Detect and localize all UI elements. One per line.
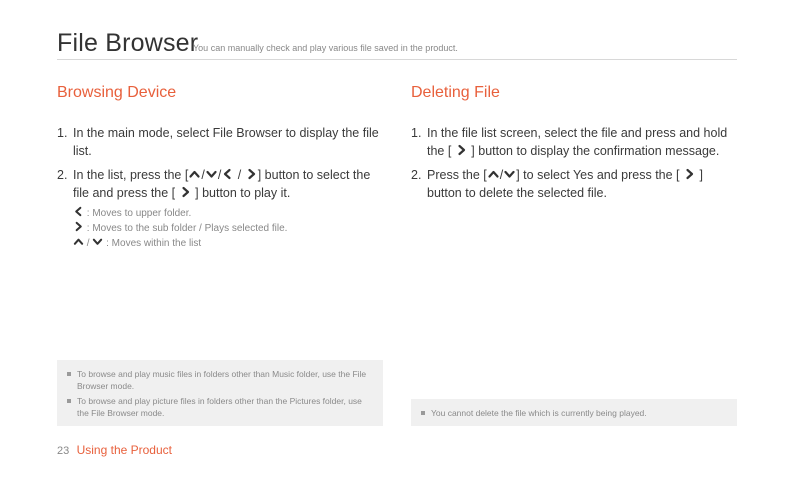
note-text: To browse and play picture files in folders other than the Pictures folder, use the File Browser mode. xyxy=(77,396,362,418)
browsing-device-section xyxy=(57,84,387,253)
chevron-right-icon xyxy=(455,144,468,156)
chevron-right-icon xyxy=(179,186,192,198)
note-item xyxy=(411,407,737,419)
separator: / xyxy=(234,168,245,182)
deleting-file-section xyxy=(411,84,741,208)
note-text: You cannot delete the file which is currently being played. xyxy=(431,408,647,418)
browsing-step-2 xyxy=(57,166,387,202)
chevron-up-icon xyxy=(487,168,500,180)
note-bullet-icon xyxy=(67,372,71,376)
sub-item-text: : Moves within the list xyxy=(106,238,202,249)
note-item xyxy=(57,395,383,419)
note-bullet-icon xyxy=(421,411,425,415)
step-text-pre: In the file list screen, select the file and press and hold the [ xyxy=(427,126,728,158)
note-box-deleting xyxy=(411,399,737,426)
chevron-right-icon xyxy=(683,168,696,180)
step-text-post: ] button to delete the selected file. xyxy=(427,168,703,200)
step-text: In the main mode, select File Browser to display the file list. xyxy=(73,126,379,158)
section-heading-browsing: Browsing Device xyxy=(57,84,177,101)
step-number: 1. xyxy=(411,126,422,140)
chevron-right-icon xyxy=(245,168,258,180)
page-number: 23 xyxy=(57,445,70,457)
separator: / xyxy=(201,168,205,182)
step-text-pre: Press the [ xyxy=(427,168,487,182)
sub-item-text: : Moves to upper folder. xyxy=(86,208,192,219)
separator: / xyxy=(84,238,93,249)
note-text: To browse and play music files in folders other than Music folder, use the File Browser mode. xyxy=(77,369,367,391)
chevron-right-icon xyxy=(73,221,84,232)
deleting-step-2 xyxy=(411,166,741,202)
step-text-mid: ] to select Yes and press the [ xyxy=(516,168,680,182)
page-footer xyxy=(57,443,172,457)
chevron-left-icon xyxy=(221,168,234,180)
note-bullet-icon xyxy=(67,399,71,403)
step-number: 1. xyxy=(57,126,68,140)
step-text-mid: ] button to select the file and press the [ xyxy=(73,168,371,200)
step-text-post: ] button to play it. xyxy=(195,186,291,200)
chevron-down-icon xyxy=(503,168,516,180)
chevron-down-icon xyxy=(205,168,218,180)
step-text-post: ] button to display the confirmation message. xyxy=(471,144,720,158)
sub-item-text: : Moves to the sub folder / Plays selected file. xyxy=(86,223,288,234)
step-number: 2. xyxy=(57,168,68,182)
page-subtitle: You can manually check and play various file saved in the product. xyxy=(193,43,458,53)
title-divider xyxy=(57,59,737,60)
chevron-left-icon xyxy=(73,206,84,217)
step-text-pre: In the list, press the [ xyxy=(73,168,189,182)
chevron-down-icon xyxy=(92,236,103,247)
chapter-label: Using the Product xyxy=(76,443,172,457)
section-heading-deleting: Deleting File xyxy=(411,84,500,101)
note-box-browsing xyxy=(57,360,383,426)
deleting-step-1 xyxy=(411,124,741,160)
separator: / xyxy=(499,168,504,182)
page-title: File Browser xyxy=(57,29,199,57)
browsing-step-1 xyxy=(57,124,387,160)
separator: / xyxy=(217,168,222,182)
note-item xyxy=(57,368,383,392)
step-number: 2. xyxy=(411,168,422,182)
chevron-up-icon xyxy=(188,168,201,180)
chevron-up-icon xyxy=(73,236,84,247)
